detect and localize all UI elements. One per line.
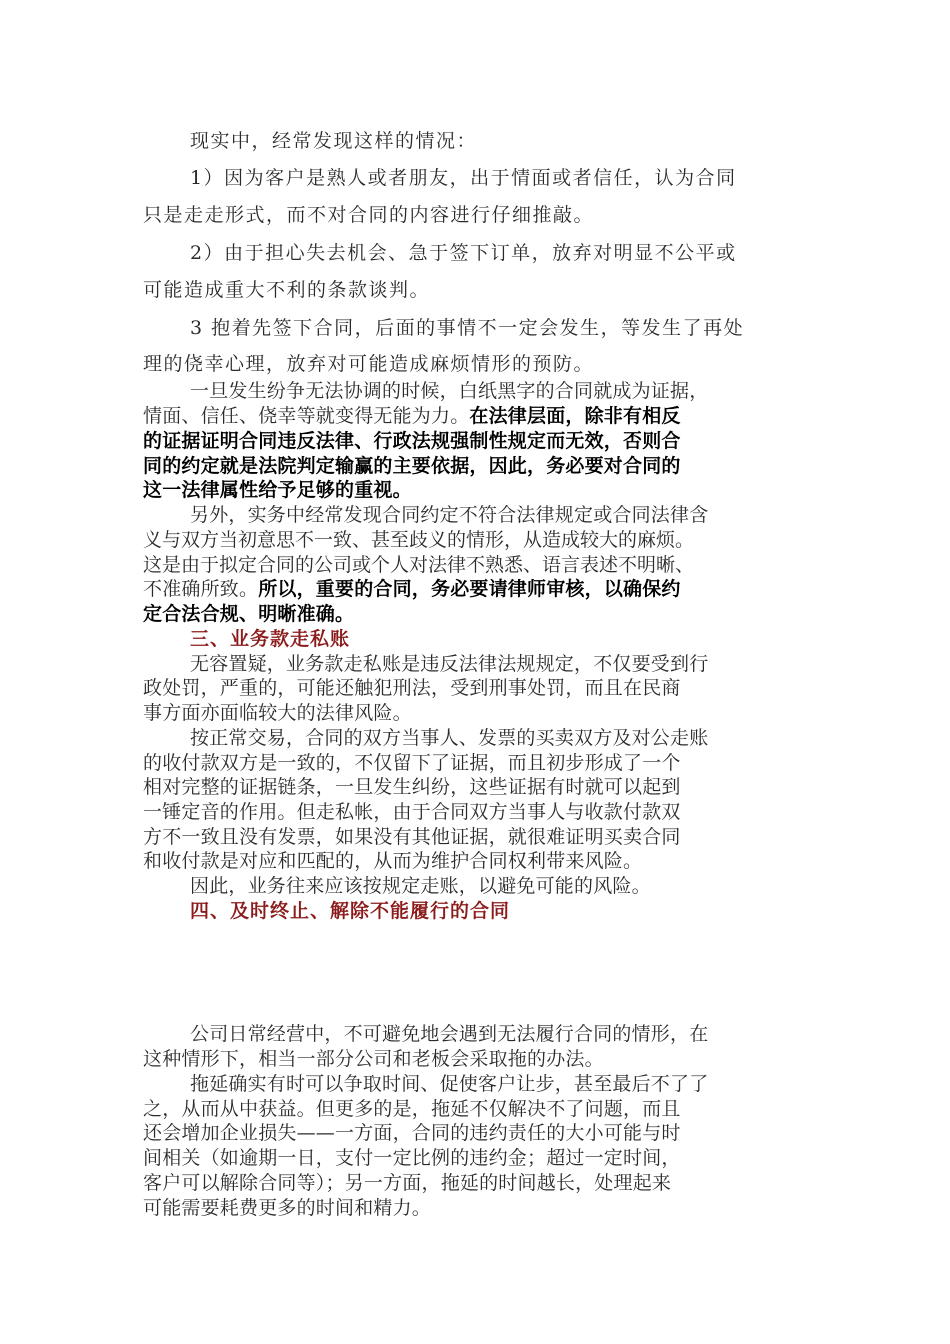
section-3-p2-line-6: 和收付款是对应和匹配的，从而为维护合同权利带来风险。 (143, 850, 643, 872)
intro-heading: 现实中，经常发现这样的情况： (190, 130, 478, 152)
section-3-p2-line-3: 相对完整的证据链条，一旦发生纠纷，这些证据有时就可以起到 (143, 776, 681, 798)
intro-item-2-line-1: 2）由于担心失去机会、急于签下订单，放弃对明显不公平或 (190, 242, 737, 264)
intro-item-3-line-2: 理的侥幸心理，放弃对可能造成麻烦情形的预防。 (143, 353, 595, 375)
review-line-5: 定合法合规、明晰准确。 (143, 603, 355, 625)
dispute-line-4: 同的约定就是法院判定输赢的主要依据，因此，务必要对合同的 (143, 455, 681, 477)
section-3-p3-line-1: 因此，业务往来应该按规定走账，以避免可能的风险。 (190, 875, 651, 897)
review-line-4 (143, 574, 681, 601)
intro-item-2-line-2: 可能造成重大不利的条款谈判。 (143, 279, 431, 301)
section-3-p1-line-3: 事方面亦面临较大的法律风险。 (143, 702, 412, 724)
section-4-p1-line-2: 这种情形下，相当一部分公司和老板会采取拖的办法。 (143, 1048, 604, 1070)
section-4-p2-line-4: 间相关（如逾期一日，支付一定比例的违约金；超过一定时间， (143, 1147, 681, 1169)
section-4-p2-line-5: 客户可以解除合同等）；另一方面，拖延的时间越长，处理起来 (143, 1172, 672, 1194)
section-4-p2-line-6: 可能需要耗费更多的时间和精力。 (143, 1197, 432, 1219)
section-3-p2-line-1: 按正常交易，合同的双方当事人、发票的买卖双方及对公走账 (190, 727, 709, 749)
intro-item-1-line-2: 只是走走形式，而不对合同的内容进行仔细推敲。 (143, 204, 595, 226)
section-4-p2-line-2: 之，从而从中获益。但更多的是，拖延不仅解决不了问题，而且 (143, 1098, 681, 1120)
section-4-p2-line-3: 还会增加企业损失——一方面，合同的违约责任的大小可能与时 (143, 1122, 681, 1144)
section-3-p1-line-2: 政处罚，严重的，可能还触犯刑法，受到刑事处罚，而且在民商 (143, 677, 681, 699)
dispute-line-5: 这一法律属性给予足够的重视。 (143, 479, 412, 501)
section-3-p1-line-1: 无容置疑，业务款走私账是违反法律法规规定，不仅要受到行 (190, 653, 709, 675)
intro-item-3-line-1: 3 抱着先签下合同，后面的事情不一定会发生，等发生了再处 (190, 317, 745, 339)
section-3-p2-line-4: 一锤定音的作用。但走私帐，由于合同双方当事人与收款付款双 (143, 801, 681, 823)
section-4-title: 四、及时终止、解除不能履行的合同 (190, 900, 511, 922)
section-4-p1-line-1: 公司日常经营中，不可避免地会遇到无法履行合同的情形，在 (190, 1023, 709, 1045)
dispute-line-3: 的证据证明合同违反法律、行政法规强制性规定而无效，否则合 (143, 430, 681, 452)
dispute-line-2-bold: 在法律层面，除非有相反 (469, 405, 681, 427)
dispute-line-1: 一旦发生纷争无法协调的时候，白纸黑字的合同就成为证据， (190, 380, 709, 402)
dispute-line-2-text: 情面、信任、侥幸等就变得无能为力。 (143, 405, 470, 427)
section-3-title: 三、业务款走私账 (190, 628, 351, 650)
section-3-p2-line-5: 方不一致且没有发票，如果没有其他证据，就很难证明买卖合同 (143, 826, 681, 848)
review-line-4-bold: 所以，重要的合同，务必要请律师审核，以确保约 (258, 578, 681, 600)
section-4-p2-line-1: 拖延确实有时可以争取时间、促使客户让步，甚至最后不了了 (190, 1073, 709, 1095)
review-line-2: 义与双方当初意思不一致、甚至歧义的情形，从造成较大的麻烦。 (143, 529, 695, 551)
review-line-4-text: 不准确所致。 (143, 578, 259, 600)
review-line-1: 另外，实务中经常发现合同约定不符合法律规定或合同法律含 (190, 504, 709, 526)
section-3-p2-line-2: 的收付款双方是一致的，不仅留下了证据，而且初步形成了一个 (143, 752, 681, 774)
dispute-line-2 (143, 401, 681, 428)
intro-item-1-line-1: 1）因为客户是熟人或者朋友，出于情面或者信任，认为合同 (190, 167, 737, 189)
review-line-3: 这是由于拟定合同的公司或个人对法律不熟悉、语言表述不明晰、 (143, 554, 695, 576)
